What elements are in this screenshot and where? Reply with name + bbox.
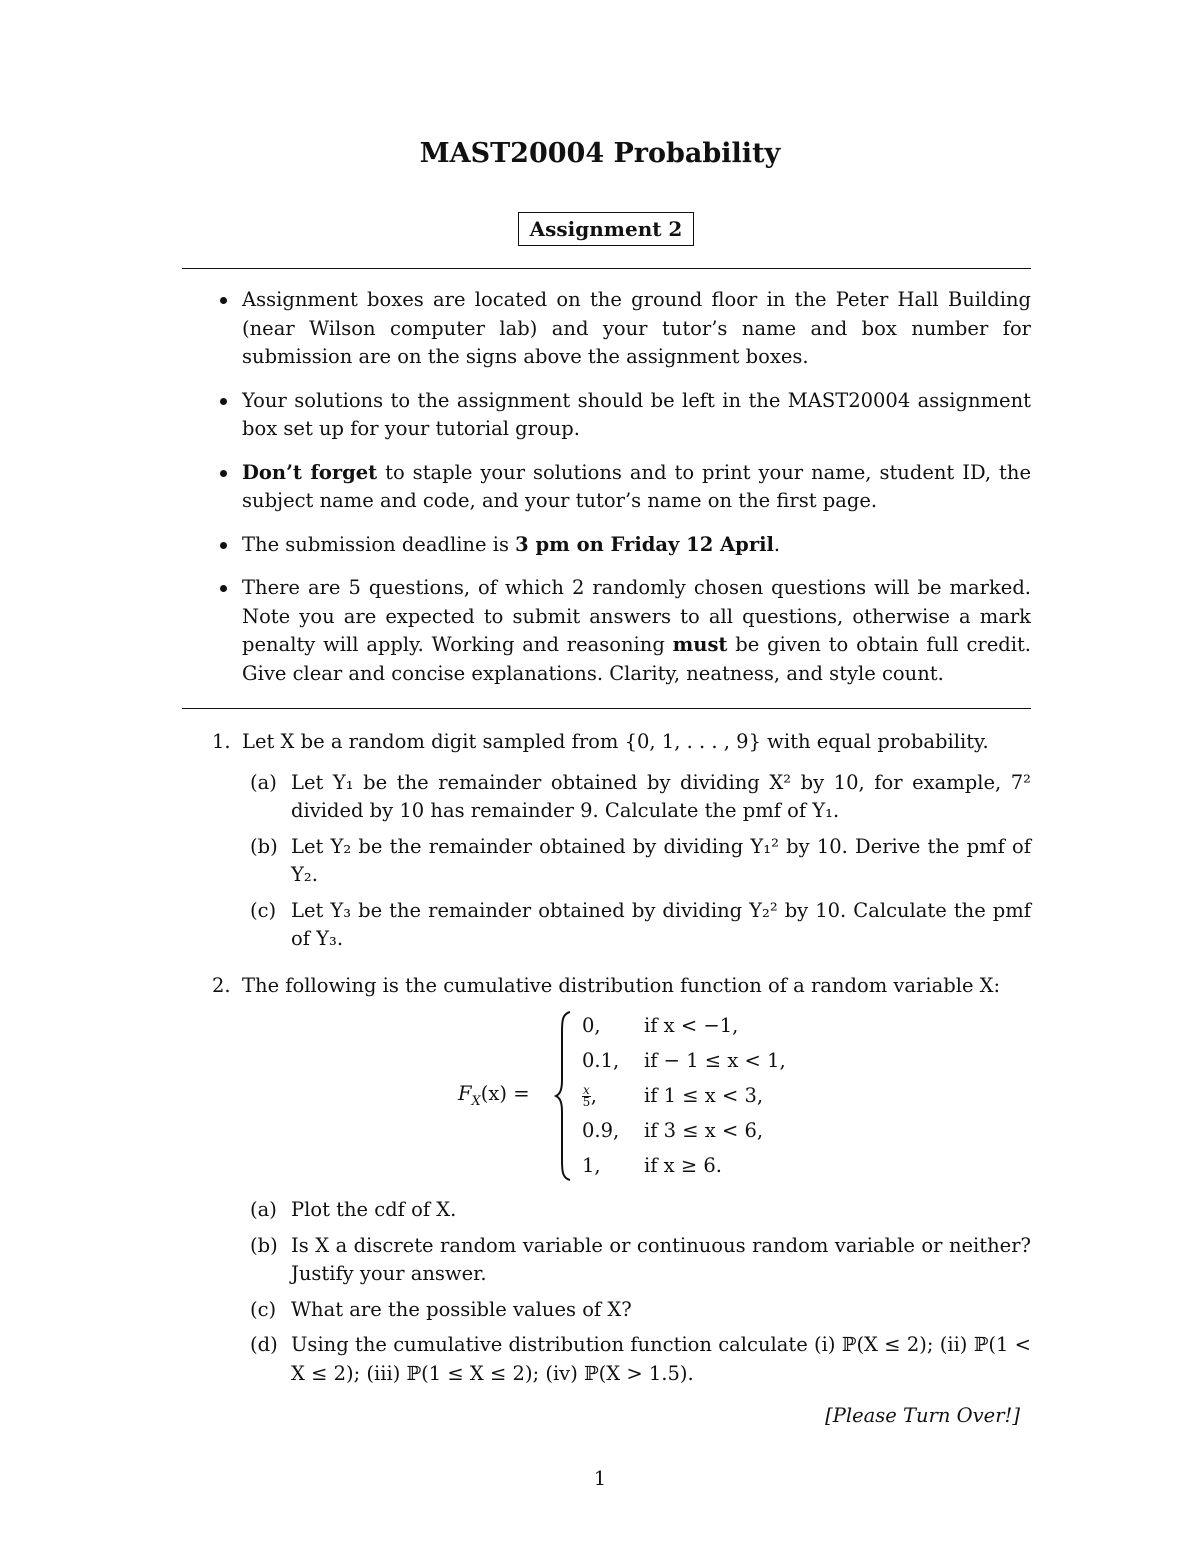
cdf-condition: if 1 ≤ x < 3, — [644, 1084, 764, 1107]
question-2 — [182, 972, 1031, 1001]
part-label: (b) — [250, 1233, 278, 1257]
bottom-divider — [182, 708, 1031, 709]
question-text: Let X be a random digit sampled from {0, 1, . . . , 9} with equal probability. — [242, 730, 989, 753]
cdf-case — [582, 1150, 786, 1185]
instruction-item — [182, 531, 1031, 560]
instruction-item — [182, 459, 1031, 516]
part-label: (a) — [250, 770, 277, 794]
part-label: (c) — [250, 898, 277, 922]
cdf-condition: if x ≥ 6. — [644, 1154, 722, 1177]
cdf-cases — [582, 1010, 786, 1185]
top-divider — [182, 268, 1031, 269]
question-part — [182, 897, 1031, 954]
cdf-value — [582, 1080, 644, 1115]
instruction-item — [182, 286, 1031, 372]
cdf-condition: if 3 ≤ x < 6, — [644, 1119, 764, 1142]
page-number: 1 — [593, 1467, 607, 1490]
cdf-case — [582, 1045, 786, 1080]
instruction-text: The submission deadline is — [242, 532, 516, 556]
part-label: (c) — [250, 1297, 277, 1321]
cdf-case — [582, 1080, 786, 1115]
bullet-icon — [220, 297, 227, 304]
part-text: Using the cumulative distribution function calculate (i) ℙ(X ≤ 2); (ii) ℙ(1 < X ≤ 2); (iii) ℙ(1 ≤ X ≤ 2); (iv) ℙ(X > 1.5). — [291, 1333, 1031, 1385]
cdf-condition: if x < −1, — [644, 1014, 739, 1037]
cdf-value: 1, — [582, 1154, 601, 1177]
question-part — [182, 769, 1031, 826]
deadline-text: 3 pm on Friday 12 April — [515, 532, 774, 556]
bullet-icon — [220, 585, 227, 592]
question-part — [182, 1296, 1031, 1325]
part-text: Plot the cdf of X. — [291, 1198, 457, 1221]
bullet-icon — [220, 470, 227, 477]
fraction-numerator: x — [583, 1083, 590, 1097]
cdf-case — [582, 1115, 786, 1150]
part-text: Is X a discrete random variable or continuous random variable or neither? Justify your answer. — [291, 1233, 1031, 1285]
instruction-item — [182, 387, 1031, 444]
instruction-text: . — [773, 532, 781, 556]
question-text: The following is the cumulative distribution function of a random variable X: — [242, 974, 1001, 997]
cdf-subscript: X — [471, 1093, 481, 1109]
instruction-text: Your solutions to the assignment should be left in the MAST20004 assignment box set up for your tutorial group. — [242, 388, 1031, 440]
bullet-icon — [220, 398, 227, 405]
question-stem — [182, 728, 1031, 757]
instructions-list — [182, 286, 1031, 703]
part-label: (a) — [250, 1198, 277, 1221]
instruction-text: to staple your solutions and to print your name, student ID, the subject name and code, and your tutor’s name on the first page. — [242, 460, 1031, 512]
cdf-value: 0.9, — [582, 1119, 620, 1142]
instruction-emphasis: Don’t forget — [242, 460, 378, 484]
left-brace-icon — [554, 1010, 574, 1182]
instruction-text: Assignment boxes are located on the ground floor in the Peter Hall Building (near Wilson computer lab) and your tutor’s name and box number for submission are on the signs above the assignment boxes. — [242, 288, 1031, 368]
cdf-value: 0, — [582, 1014, 601, 1037]
question-number: 2. — [212, 974, 231, 997]
part-text: Let Y₁ be the remainder obtained by dividing X² by 10, for example, 7² divided by 10 has remainder 9. Calculate the pmf of Y₁. — [291, 770, 1031, 822]
cdf-fraction — [582, 1085, 591, 1108]
cdf-argument: (x) = — [480, 1082, 530, 1105]
cdf-function-name: F — [458, 1082, 472, 1105]
part-text: Let Y₃ be the remainder obtained by dividing Y₂² by 10. Calculate the pmf of Y₃. — [291, 898, 1031, 950]
instruction-emphasis: must — [672, 633, 728, 656]
question-2-parts — [182, 1196, 1031, 1388]
assignment-label-box: Assignment 2 — [518, 212, 694, 246]
question-number: 1. — [212, 730, 231, 753]
part-label: (b) — [250, 834, 278, 858]
instruction-text: There are 5 questions, of which 2 randomly chosen questions will be marked. Note you are expected to submit answers to all questions, otherwise a mark penalty will apply. Working and reasoning — [242, 576, 1031, 656]
instruction-text: be given to obtain full credit. Give clear and concise explanations. Clarity, neatness, and style count. — [242, 633, 1031, 685]
question-stem — [182, 972, 1031, 1001]
document-title: MAST20004 Probability — [419, 138, 781, 169]
cdf-case — [582, 1010, 786, 1045]
cdf-lhs — [458, 1082, 530, 1109]
fraction-denominator: 5 — [582, 1095, 591, 1109]
cdf-definition — [458, 1010, 878, 1190]
cdf-condition: if − 1 ≤ x < 1, — [644, 1049, 786, 1072]
question-part — [182, 1196, 1031, 1225]
turn-over-note: [Please Turn Over!] — [825, 1404, 1020, 1427]
question-1 — [182, 728, 1031, 954]
question-part — [182, 1331, 1031, 1388]
instruction-item — [182, 574, 1031, 688]
part-label: (d) — [250, 1333, 278, 1356]
fraction-comma: , — [590, 1084, 597, 1107]
part-text: What are the possible values of X? — [291, 1297, 632, 1321]
cdf-value: 0.1, — [582, 1049, 620, 1072]
question-part — [182, 833, 1031, 890]
question-part — [182, 1232, 1031, 1289]
part-text: Let Y₂ be the remainder obtained by dividing Y₁² by 10. Derive the pmf of Y₂. — [291, 834, 1031, 886]
bullet-icon — [220, 542, 227, 549]
